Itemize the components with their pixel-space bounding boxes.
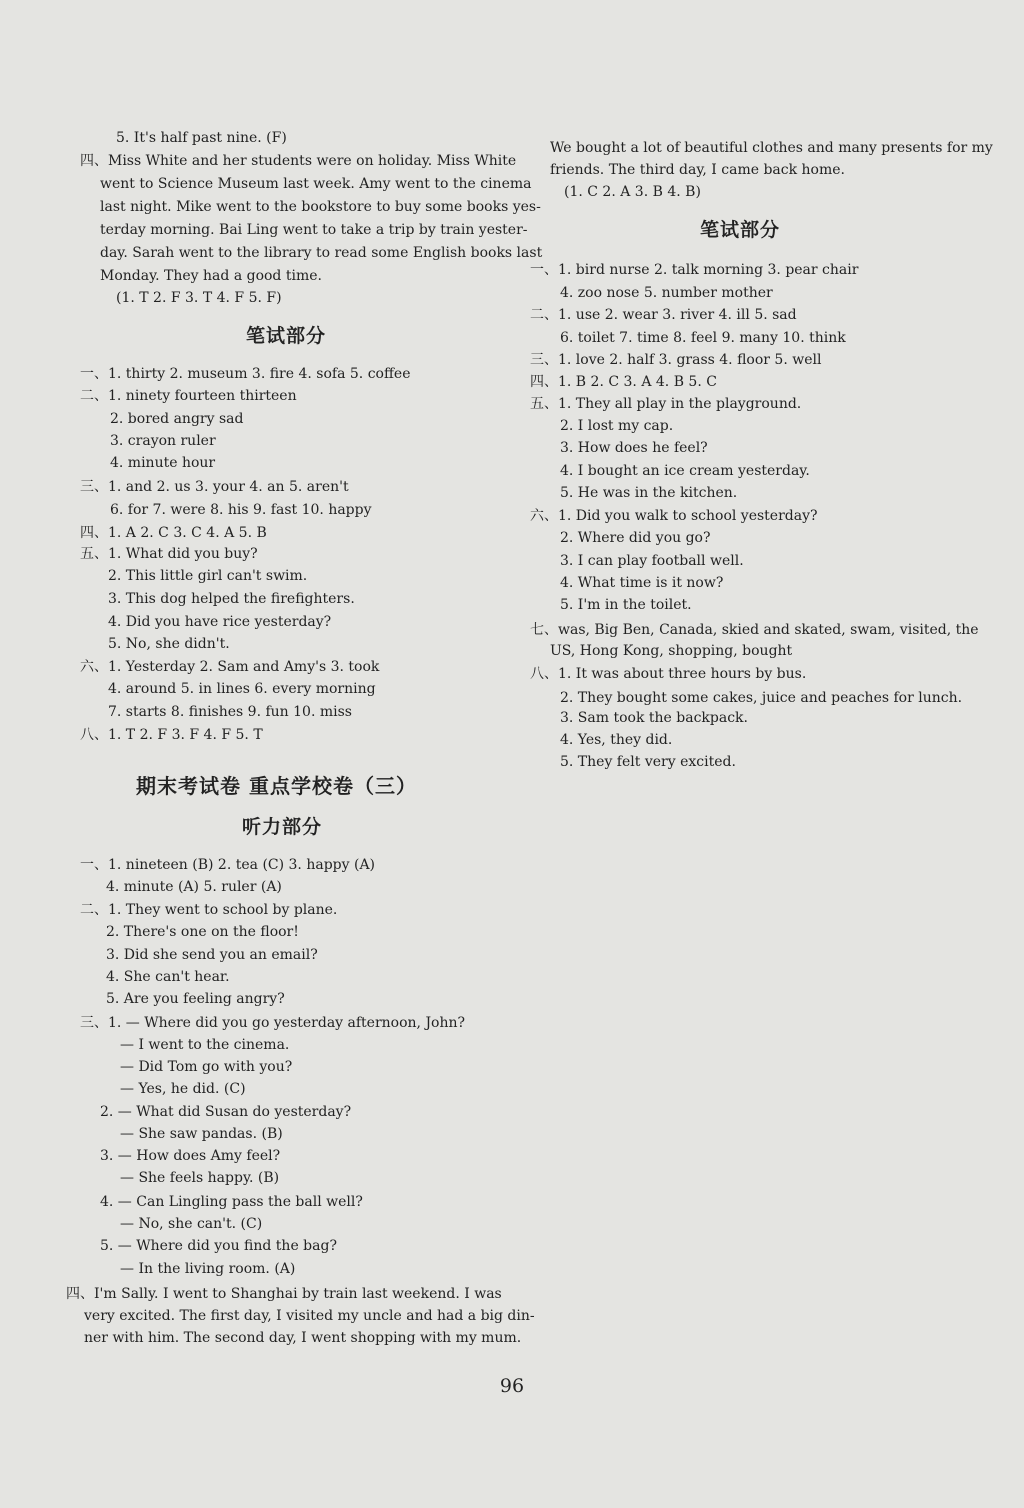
- text-line: 3. Sam took the backpack.: [560, 710, 748, 726]
- text-line: — In the living room. (A): [120, 1261, 296, 1277]
- text-line: — No, she can't. (C): [120, 1216, 263, 1232]
- text-line: 2. This little girl can't swim.: [108, 568, 308, 584]
- text-line: friends. The third day, I came back home.: [550, 162, 845, 178]
- text-line: 二、1. use 2. wear 3. river 4. ill 5. sad: [530, 307, 797, 323]
- text-line: 4. Yes, they did.: [560, 732, 673, 748]
- text-line: 4. She can't hear.: [106, 969, 230, 985]
- text-line: terday morning. Bai Ling went to take a trip by train yester-: [100, 222, 528, 238]
- text-line: 六、1. Did you walk to school yesterday?: [530, 508, 818, 524]
- text-line: 六、1. Yesterday 2. Sam and Amy's 3. took: [80, 659, 380, 675]
- text-line: 5. No, she didn't.: [108, 636, 230, 652]
- text-line: 2. I lost my cap.: [560, 418, 674, 434]
- text-line: — Did Tom go with you?: [120, 1059, 293, 1075]
- text-line: ner with him. The second day, I went shopping with my mum.: [84, 1330, 522, 1346]
- text-line: (1. C 2. A 3. B 4. B): [564, 184, 701, 200]
- text-line: 四、Miss White and her students were on holiday. Miss White: [80, 153, 517, 169]
- text-line: 一、1. bird nurse 2. talk morning 3. pear chair: [530, 262, 859, 278]
- page-number: 96: [499, 1375, 525, 1397]
- text-line: day. Sarah went to the library to read some English books last: [100, 245, 543, 261]
- text-line: 4. — Can Lingling pass the ball well?: [100, 1194, 363, 1210]
- text-line: — I went to the cinema.: [120, 1037, 290, 1053]
- text-line: 2. There's one on the floor!: [106, 924, 299, 940]
- text-line: very excited. The first day, I visited my uncle and had a big din-: [84, 1308, 535, 1324]
- text-line: 五、1. They all play in the playground.: [530, 396, 802, 412]
- text-line: — Yes, he did. (C): [120, 1081, 246, 1097]
- text-line: 3. I can play football well.: [560, 553, 744, 569]
- text-line: 一、1. thirty 2. museum 3. fire 4. sofa 5. coffee: [80, 366, 411, 382]
- text-line: 6. for 7. were 8. his 9. fast 10. happy: [110, 502, 372, 518]
- text-line: — She saw pandas. (B): [120, 1126, 283, 1142]
- text-line: 4. I bought an ice cream yesterday.: [560, 463, 810, 479]
- exam-title: 期末考试卷 重点学校卷（三）: [136, 774, 417, 798]
- section-heading: 听力部分: [242, 816, 323, 838]
- text-line: 5. It's half past nine. (F): [116, 130, 287, 146]
- text-line: 三、1. — Where did you go yesterday afternoon, John?: [80, 1015, 466, 1031]
- text-line: 4. zoo nose 5. number mother: [560, 285, 773, 301]
- text-line: 三、1. and 2. us 3. your 4. an 5. aren't: [80, 479, 349, 495]
- text-line: went to Science Museum last week. Amy went to the cinema: [100, 176, 532, 192]
- text-line: We bought a lot of beautiful clothes and many presents for my: [550, 140, 993, 156]
- text-line: 四、I'm Sally. I went to Shanghai by train last weekend. I was: [66, 1286, 502, 1302]
- text-line: 八、1. T 2. F 3. F 4. F 5. T: [80, 727, 263, 743]
- text-line: 4. minute hour: [110, 455, 216, 471]
- text-line: 5. He was in the kitchen.: [560, 485, 738, 501]
- text-line: 5. Are you feeling angry?: [106, 991, 285, 1007]
- text-line: 四、1. A 2. C 3. C 4. A 5. B: [80, 525, 267, 541]
- text-line: last night. Mike went to the bookstore to buy some books yes-: [100, 199, 541, 215]
- text-line: 3. How does he feel?: [560, 440, 708, 456]
- text-line: 五、1. What did you buy?: [80, 546, 258, 562]
- text-line: 3. — How does Amy feel?: [100, 1148, 281, 1164]
- text-line: 2. Where did you go?: [560, 530, 711, 546]
- text-line: 三、1. love 2. half 3. grass 4. floor 5. well: [530, 352, 822, 368]
- text-line: 四、1. B 2. C 3. A 4. B 5. C: [530, 374, 717, 390]
- text-line: 二、1. ninety fourteen thirteen: [80, 388, 297, 404]
- text-line: 2. They bought some cakes, juice and peaches for lunch.: [560, 690, 963, 706]
- text-line: 6. toilet 7. time 8. feel 9. many 10. think: [560, 330, 846, 346]
- text-line: 3. crayon ruler: [110, 433, 216, 449]
- text-line: 5. — Where did you find the bag?: [100, 1238, 337, 1254]
- text-line: — She feels happy. (B): [120, 1170, 280, 1186]
- section-heading: 笔试部分: [246, 325, 327, 347]
- text-line: 2. bored angry sad: [110, 411, 244, 427]
- text-line: 4. around 5. in lines 6. every morning: [108, 681, 376, 697]
- text-line: 八、1. It was about three hours by bus.: [530, 666, 807, 682]
- text-line: 4. minute (A) 5. ruler (A): [106, 879, 282, 895]
- text-line: 4. Did you have rice yesterday?: [108, 614, 332, 630]
- text-line: 2. — What did Susan do yesterday?: [100, 1104, 352, 1120]
- text-line: 5. They felt very excited.: [560, 754, 736, 770]
- text-line: 5. I'm in the toilet.: [560, 597, 692, 613]
- text-line: 4. What time is it now?: [560, 575, 724, 591]
- text-line: (1. T 2. F 3. T 4. F 5. F): [116, 290, 282, 306]
- text-line: 七、was, Big Ben, Canada, skied and skated, swam, visited, the: [530, 622, 979, 638]
- section-heading: 笔试部分: [700, 219, 781, 241]
- text-line: 二、1. They went to school by plane.: [80, 902, 338, 918]
- text-line: 3. This dog helped the firefighters.: [108, 591, 355, 607]
- text-line: 3. Did she send you an email?: [106, 947, 318, 963]
- text-line: Monday. They had a good time.: [100, 268, 322, 284]
- text-line: US, Hong Kong, shopping, bought: [550, 643, 793, 659]
- text-line: 一、1. nineteen (B) 2. tea (C) 3. happy (A): [80, 857, 376, 873]
- text-line: 7. starts 8. finishes 9. fun 10. miss: [108, 704, 352, 720]
